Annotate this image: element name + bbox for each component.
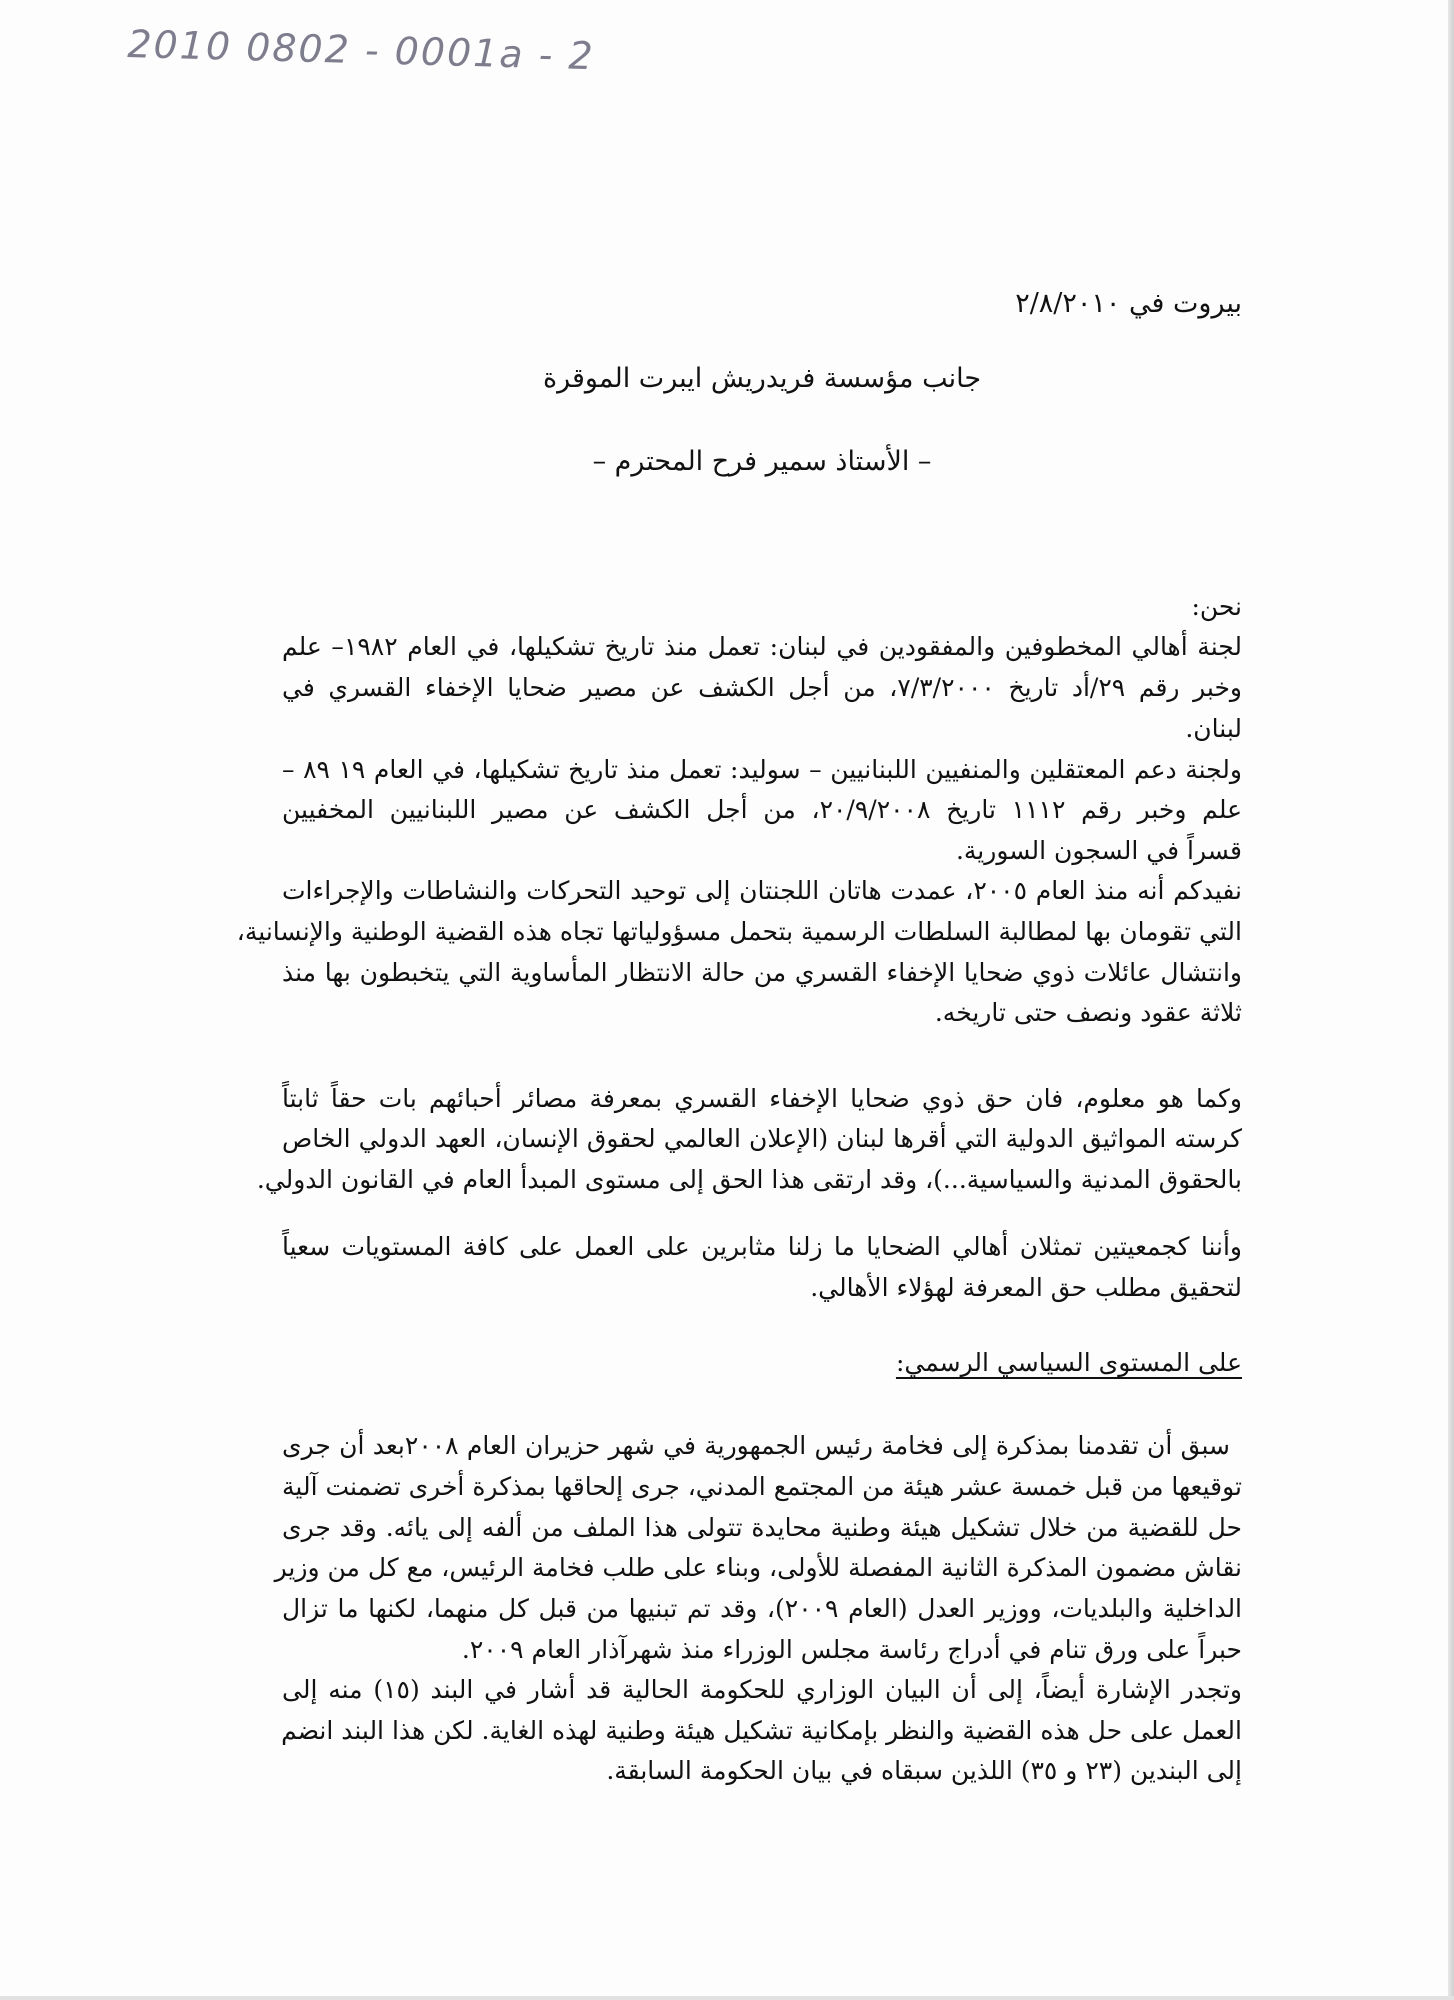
paragraph-line: وكما هو معلوم، فان حق ذوي ضحايا الإخفاء القسري بمعرفة مصائر أحبائهم بات حقاً ثابتاً xyxy=(282,1084,1242,1113)
section-heading: على المستوى السياسي الرسمي: xyxy=(895,1348,1242,1377)
date-line: بيروت في ٢/٨/٢٠١٠ xyxy=(1015,288,1242,319)
paragraph-line: لتحقيق مطلب حق المعرفة لهؤلاء الأهالي. xyxy=(810,1273,1242,1302)
paragraph-line: لجنة أهالي المخطوفين والمفقودين في لبنان: تعمل منذ تاريخ تشكيلها، في العام ١٩٨٢– علم xyxy=(282,632,1242,661)
paragraph-line: حل للقضية من خلال تشكيل هيئة وطنية محايدة تتولى هذا الملف من ألفه إلى يائه. وقد جرى xyxy=(282,1513,1242,1542)
paragraph-line: ولجنة دعم المعتقلين والمنفيين اللبنانيين – سوليد: تعمل منذ تاريخ تشكيلها، في العام ١٩ ٨٩ – xyxy=(282,755,1242,784)
paragraph-line: وخبر رقم ٢٩/أد تاريخ ٧/٣/٢٠٠٠، من أجل الكشف عن مصير ضحايا الإخفاء القسري في xyxy=(282,673,1243,702)
paragraph-line: علم وخبر رقم ١١١٢ تاريخ ٢٠/٩/٢٠٠٨، من أجل الكشف عن مصير اللبنانيين المخفيين xyxy=(282,795,1243,824)
paragraph-line: لبنان. xyxy=(1185,714,1242,743)
paragraph-line: توقيعها من قبل خمسة عشر هيئة من المجتمع المدني، جرى إلحاقها بمذكرة أخرى تضمنت آلية xyxy=(282,1472,1242,1501)
paragraph-line: نحن: xyxy=(1191,592,1242,621)
paragraph-line: وأننا كجمعيتين تمثلان أهالي الضحايا ما زلنا مثابرين على العمل على كافة المستويات سعياً xyxy=(282,1232,1242,1261)
paragraph-line: كرسته المواثيق الدولية التي أقرها لبنان (الإعلان العالمي لحقوق الإنسان، العهد الدولي الخاص xyxy=(282,1124,1242,1153)
scan-edge-bottom xyxy=(0,1996,1454,2000)
paragraph-line: حبراً على ورق تنام في أدراج رئاسة مجلس الوزراء منذ شهرآذار العام ٢٠٠٩. xyxy=(461,1635,1242,1664)
paragraph-line: التي تقومان بها لمطالبة السلطات الرسمية بتحمل مسؤولياتها تجاه هذه القضية الوطنية والإنسانية، xyxy=(236,917,1242,946)
paragraph-line: وانتشال عائلات ذوي ضحايا الإخفاء القسري من حالة الانتظار المأساوية التي يتخبطون بها منذ xyxy=(282,958,1242,987)
paragraph-line: العمل على حل هذه القضية والنظر بإمكانية تشكيل هيئة وطنية لهذه الغاية. لكن هذا البند انضم xyxy=(281,1716,1242,1745)
paragraph-line: وتجدر الإشارة أيضاً، إلى أن البيان الوزاري للحكومة الحالية قد أشار في البند (١٥) منه إلى xyxy=(282,1675,1242,1704)
addressee: جانب مؤسسة فريدريش ايبرت الموقرة xyxy=(542,363,982,394)
paragraph-line: الداخلية والبلديات، ووزير العدل (العام ٢٠٠٩)، وقد تم تبنيها من قبل كل منهما، لكنها ما تزال xyxy=(282,1594,1243,1623)
paragraph-line: نفيدكم أنه منذ العام ٢٠٠٥، عمدت هاتان اللجنتان إلى توحيد التحركات والنشاطات والإجراءات xyxy=(282,876,1242,905)
salutation: – الأستاذ سمير فرح المحترم – xyxy=(592,446,932,477)
paragraph-line: نقاش مضمون المذكرة الثانية المفصلة للأولى، وبناء على طلب فخامة الرئيس، مع كل من وزير xyxy=(274,1553,1242,1582)
paragraph-line: ثلاثة عقود ونصف حتى تاريخه. xyxy=(934,998,1242,1027)
paragraph-line: بالحقوق المدنية والسياسية...)، وقد ارتقى هذا الحق إلى مستوى المبدأ العام في القانون الدولي. xyxy=(256,1165,1242,1194)
paragraph-line: سبق أن تقدمنا بمذكرة إلى فخامة رئيس الجمهورية في شهر حزيران العام ٢٠٠٨بعد أن جرى xyxy=(282,1431,1231,1460)
scan-edge xyxy=(1448,0,1454,2000)
paragraph-line: إلى البندين (٢٣ و ٣٥) اللذين سبقاه في بيان الحكومة السابقة. xyxy=(606,1756,1242,1785)
paragraph-line: قسراً في السجون السورية. xyxy=(955,836,1242,865)
handwritten-reference: 2010 0802 - 0001a - 2 xyxy=(126,22,596,79)
